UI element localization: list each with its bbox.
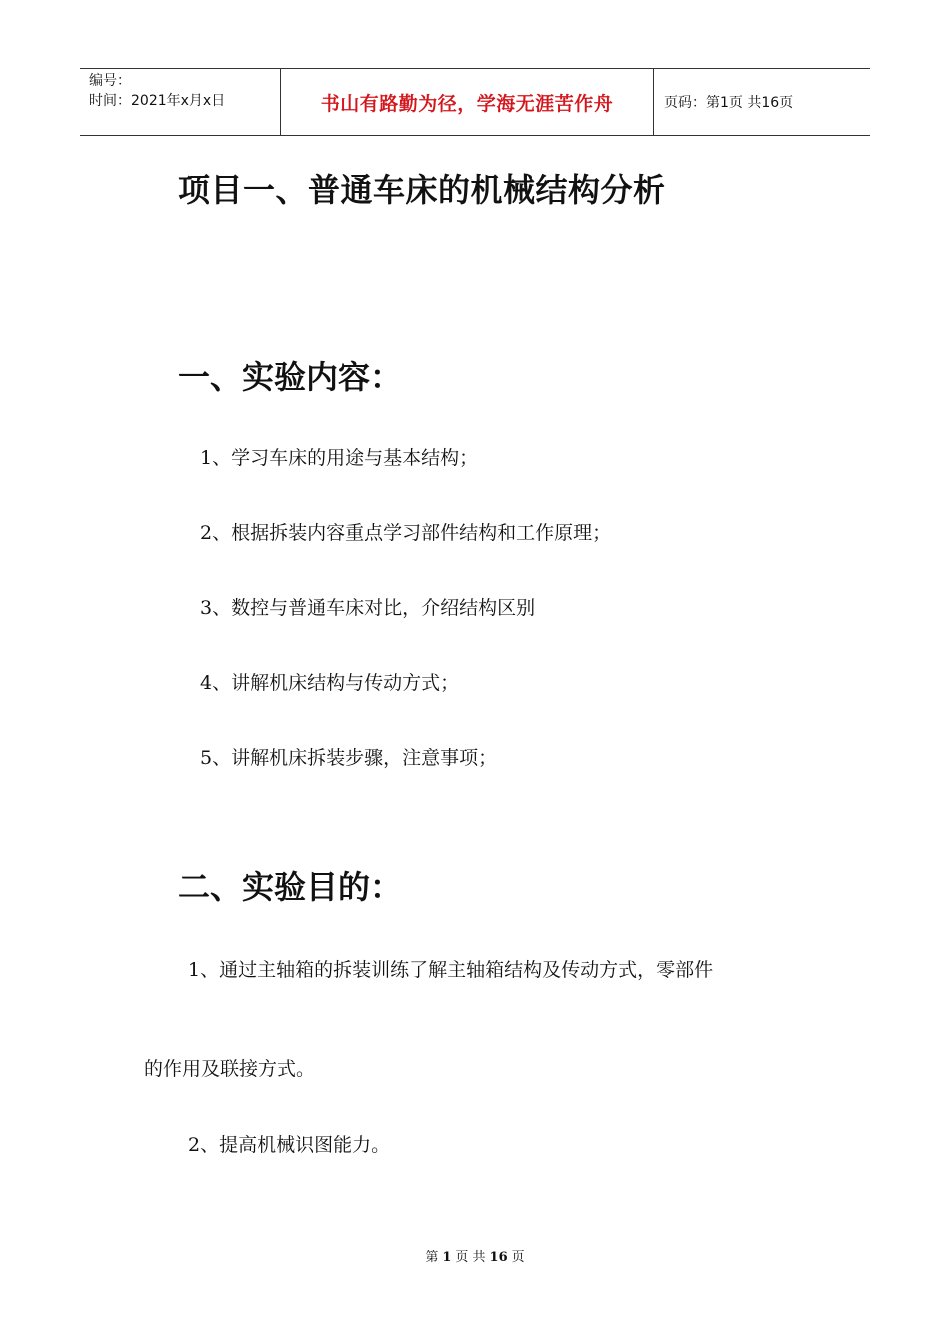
footer-mid: 页 共 <box>455 1250 486 1265</box>
page-info: 页码：第1页 共16页 <box>664 95 794 111</box>
number-label: 编号： <box>89 73 131 89</box>
motto-text: 书山有路勤为径，学海无涯苦作舟 <box>320 92 614 115</box>
footer-total-pages: 16 <box>489 1250 508 1265</box>
purpose-item-1-continued: 的作用及联接方式。 <box>144 1058 316 1080</box>
content-item-3: 3、数控与普通车床对比，介绍结构区别 <box>200 597 536 619</box>
content-item-5: 5、讲解机床拆装步骤，注意事项； <box>200 747 498 769</box>
page-footer <box>0 1246 950 1265</box>
header-motto-cell <box>281 69 654 135</box>
content-item-2: 2、根据拆装内容重点学习部件结构和工作原理； <box>200 522 612 544</box>
footer-suffix: 页 <box>511 1250 525 1265</box>
header-page-cell <box>654 69 870 135</box>
document-title: 项目一、普通车床的机械结构分析 <box>178 171 666 209</box>
time-label: 时间：2021年x月x日 <box>89 93 226 109</box>
content-item-1: 1、学习车床的用途与基本结构； <box>200 447 479 469</box>
purpose-item-2: 2、提高机械识图能力。 <box>188 1134 391 1156</box>
header-meta-cell <box>80 69 281 135</box>
footer-prefix: 第 <box>425 1250 439 1265</box>
footer-current-page: 1 <box>442 1250 452 1265</box>
section-heading-content: 一、实验内容： <box>178 358 403 396</box>
page-header <box>80 68 870 136</box>
content-item-4: 4、讲解机床结构与传动方式； <box>200 672 460 694</box>
section-heading-purpose: 二、实验目的： <box>178 868 403 906</box>
purpose-item-1: 1、通过主轴箱的拆装训练了解主轴箱结构及传动方式，零部件 <box>188 959 714 981</box>
